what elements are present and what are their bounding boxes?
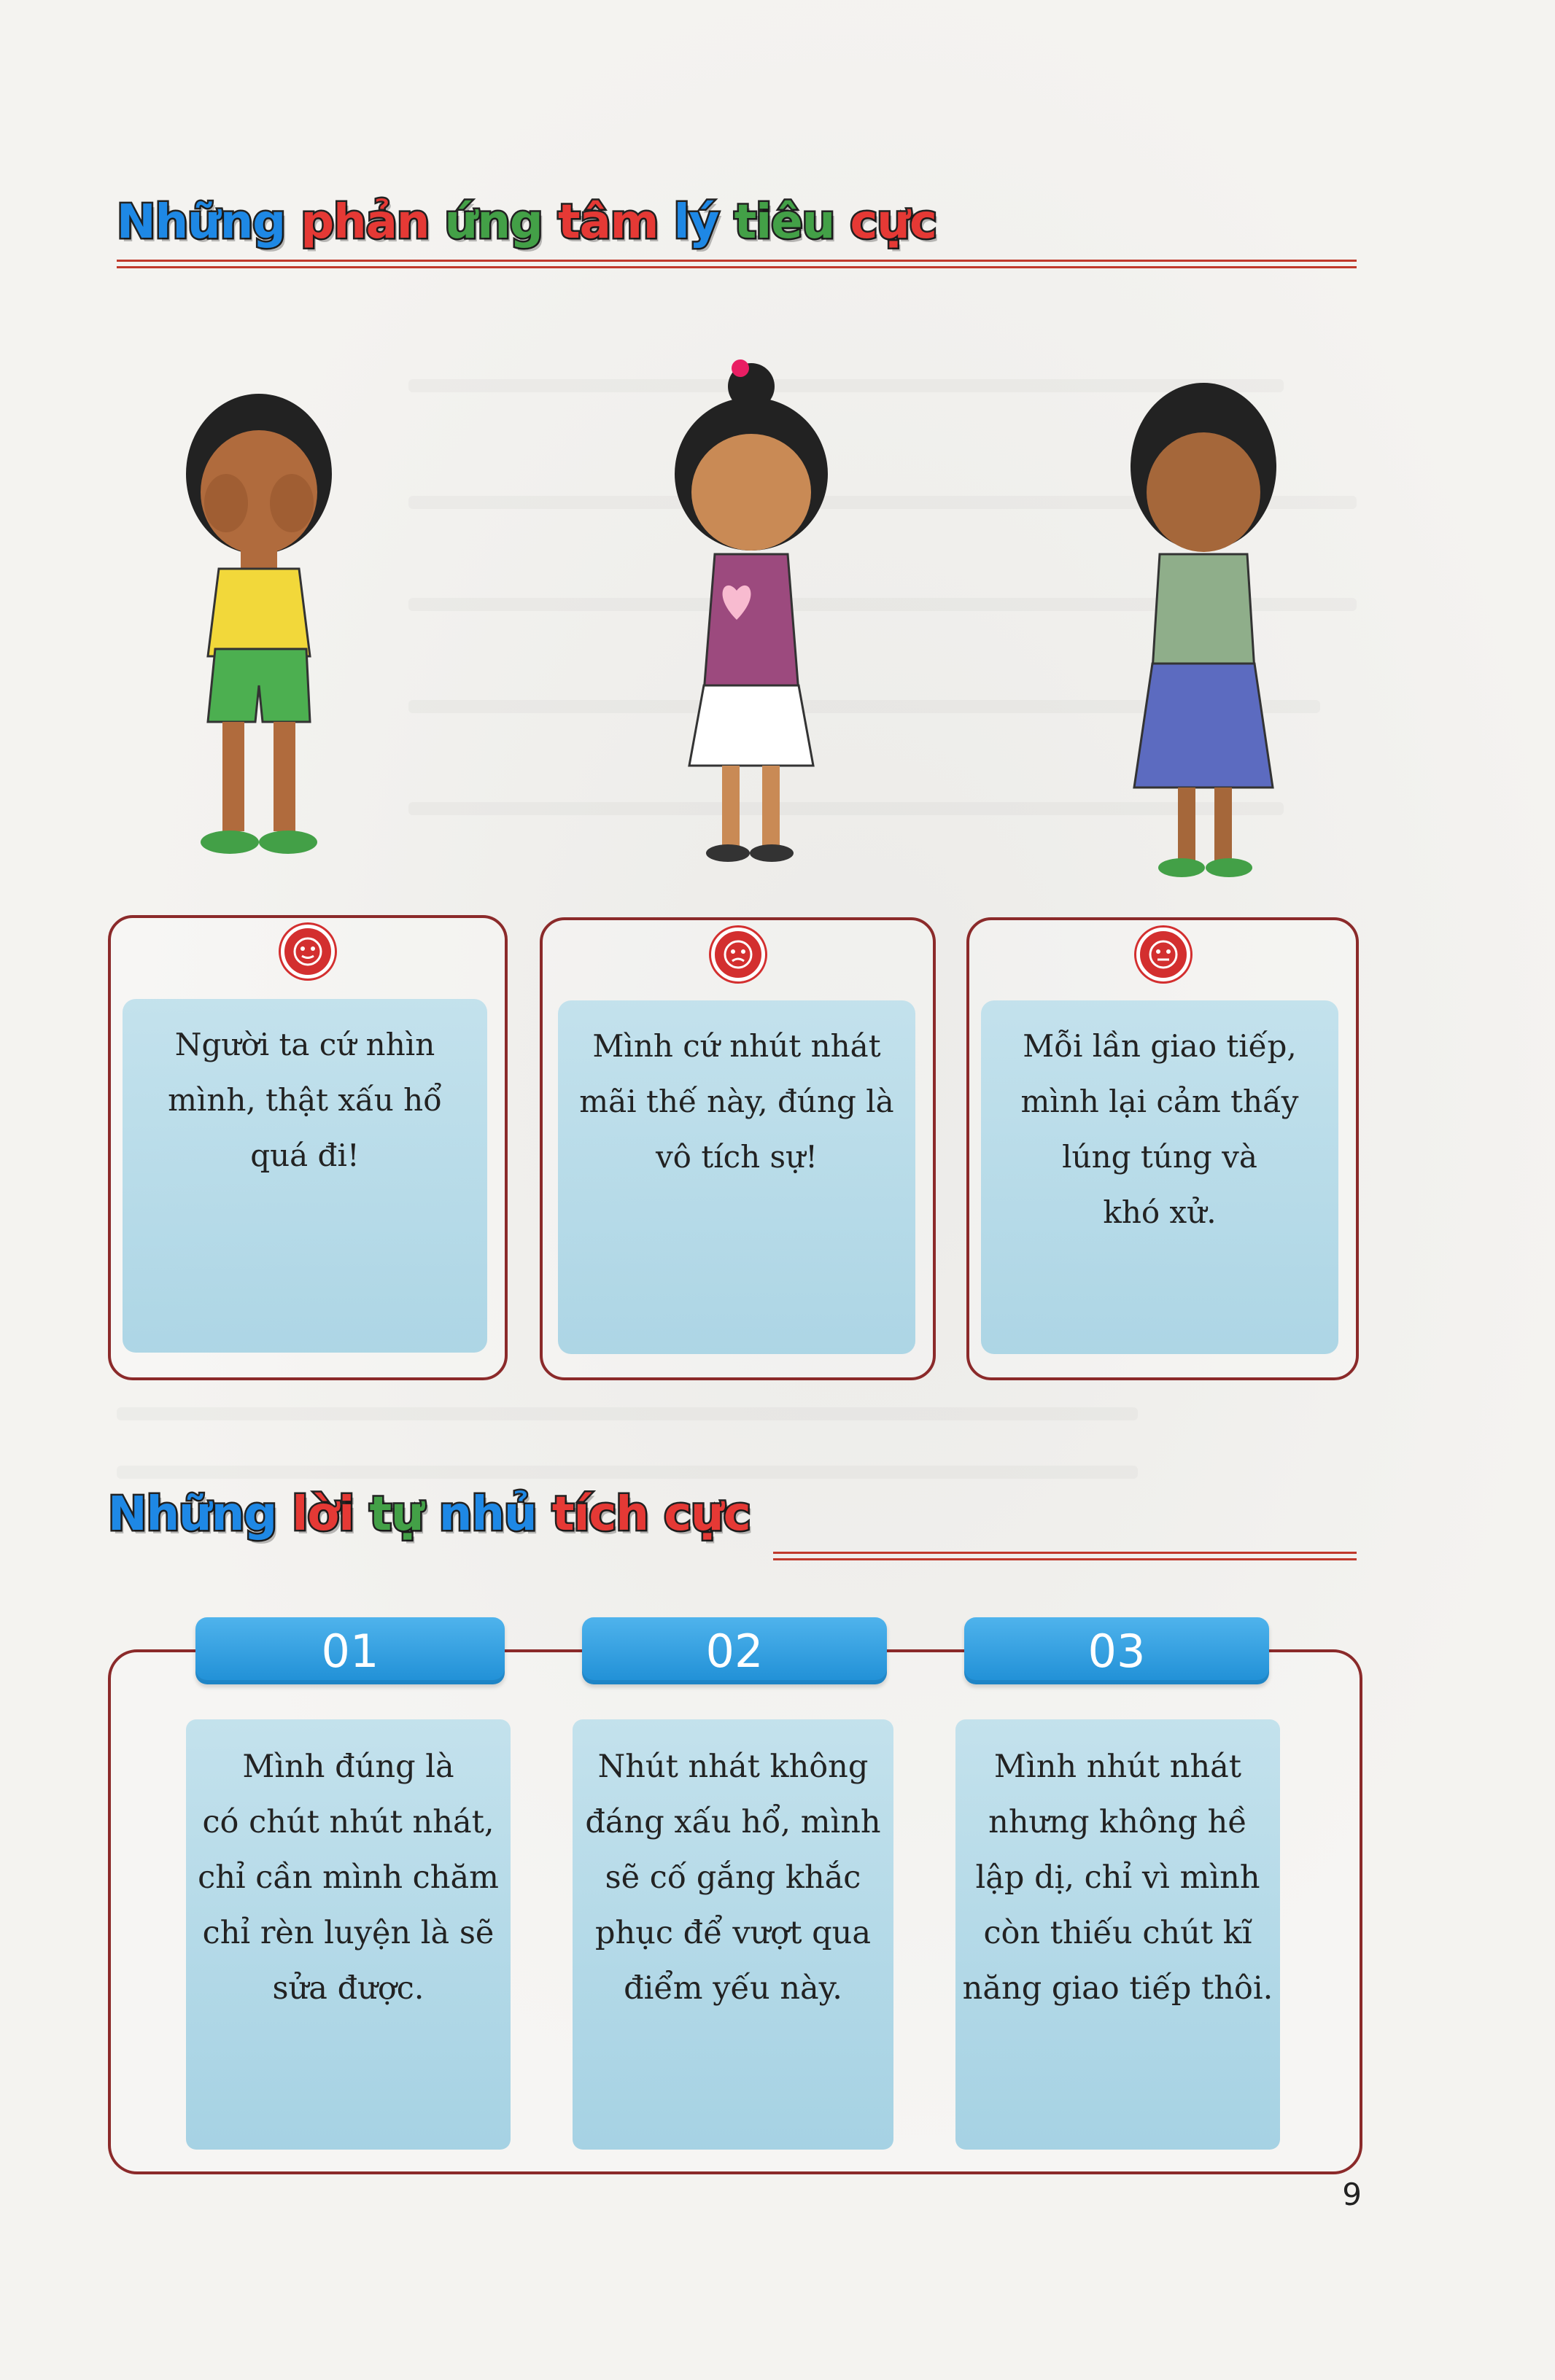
title-word: cực [664,1488,751,1541]
title-word: lý [673,195,719,249]
text-line: Nhút nhát không [597,1749,869,1785]
thought-card-text [123,1017,487,1183]
text-line: mãi thế này, đúng là [579,1084,894,1119]
text-line: lúng túng và [1062,1139,1257,1175]
thought-card-text [558,1019,915,1185]
text-line: mình lại cảm thấy [1020,1084,1299,1119]
text-line: Mỗi lần giao tiếp, [1023,1028,1297,1064]
text-line: đáng xấu hổ, mình [585,1804,881,1840]
text-line: mình, thật xấu hổ [168,1082,442,1118]
positive-section-title [108,1488,751,1541]
item-number-tab: 02 [582,1617,887,1684]
text-line: chỉ cần mình chăm [198,1859,499,1896]
item-number-tab: 03 [964,1617,1269,1684]
title-word: ứng [444,195,543,249]
title-word: phản [300,195,430,249]
embarrassed-boy-illustration [168,357,357,882]
text-line: Người ta cứ nhìn [174,1027,435,1062]
text-line: nhưng không hề [988,1804,1247,1840]
text-line: năng giao tiếp thôi. [962,1970,1273,2007]
bleed-through-line [117,1407,1138,1420]
text-line: chỉ rèn luyện là sẽ [202,1915,495,1951]
title-word: tiêu [734,195,835,249]
page-number: 9 [1342,2177,1362,2212]
section-rule [117,260,1357,268]
text-line: sửa được. [272,1970,424,2007]
embarrassed-face-icon [281,925,335,979]
awkward-face-icon [1136,928,1190,981]
text-line: Mình nhút nhát [993,1749,1242,1785]
text-line: còn thiếu chút kĩ [983,1915,1252,1951]
text-line: khó xử. [1103,1194,1217,1230]
thought-card-text [981,1019,1338,1240]
title-word: lời [292,1488,354,1541]
text-line: lập dị, chỉ vì mình [975,1859,1260,1896]
text-line: Mình cứ nhút nhát [592,1028,881,1064]
self-talk-text [186,1739,511,2016]
text-line: sẽ cố gắng khắc [605,1859,861,1896]
sad-face-icon [711,928,765,981]
text-line: điểm yếu này. [624,1970,842,2007]
section-rule [773,1552,1357,1560]
title-word: nhủ [438,1488,537,1541]
sad-girl-illustration [642,350,861,875]
title-word: cực [850,195,937,249]
title-word: Những [117,195,286,249]
self-talk-text [573,1739,893,2016]
text-line: có chút nhút nhát, [202,1804,495,1840]
item-number-tab: 01 [195,1617,505,1684]
text-line: vô tích sự! [655,1139,818,1175]
title-word: tự [369,1488,424,1541]
negative-section-title [117,195,937,249]
awkward-girl-illustration [1109,365,1298,890]
title-word: Những [108,1488,277,1541]
bleed-through-line [117,1466,1138,1479]
text-line: phục để vượt qua [595,1915,871,1951]
title-word: tâm [557,195,659,249]
title-word: tích [551,1488,648,1541]
text-line: Mình đúng là [242,1749,454,1785]
self-talk-text [955,1739,1280,2016]
text-line: quá đi! [250,1138,360,1173]
